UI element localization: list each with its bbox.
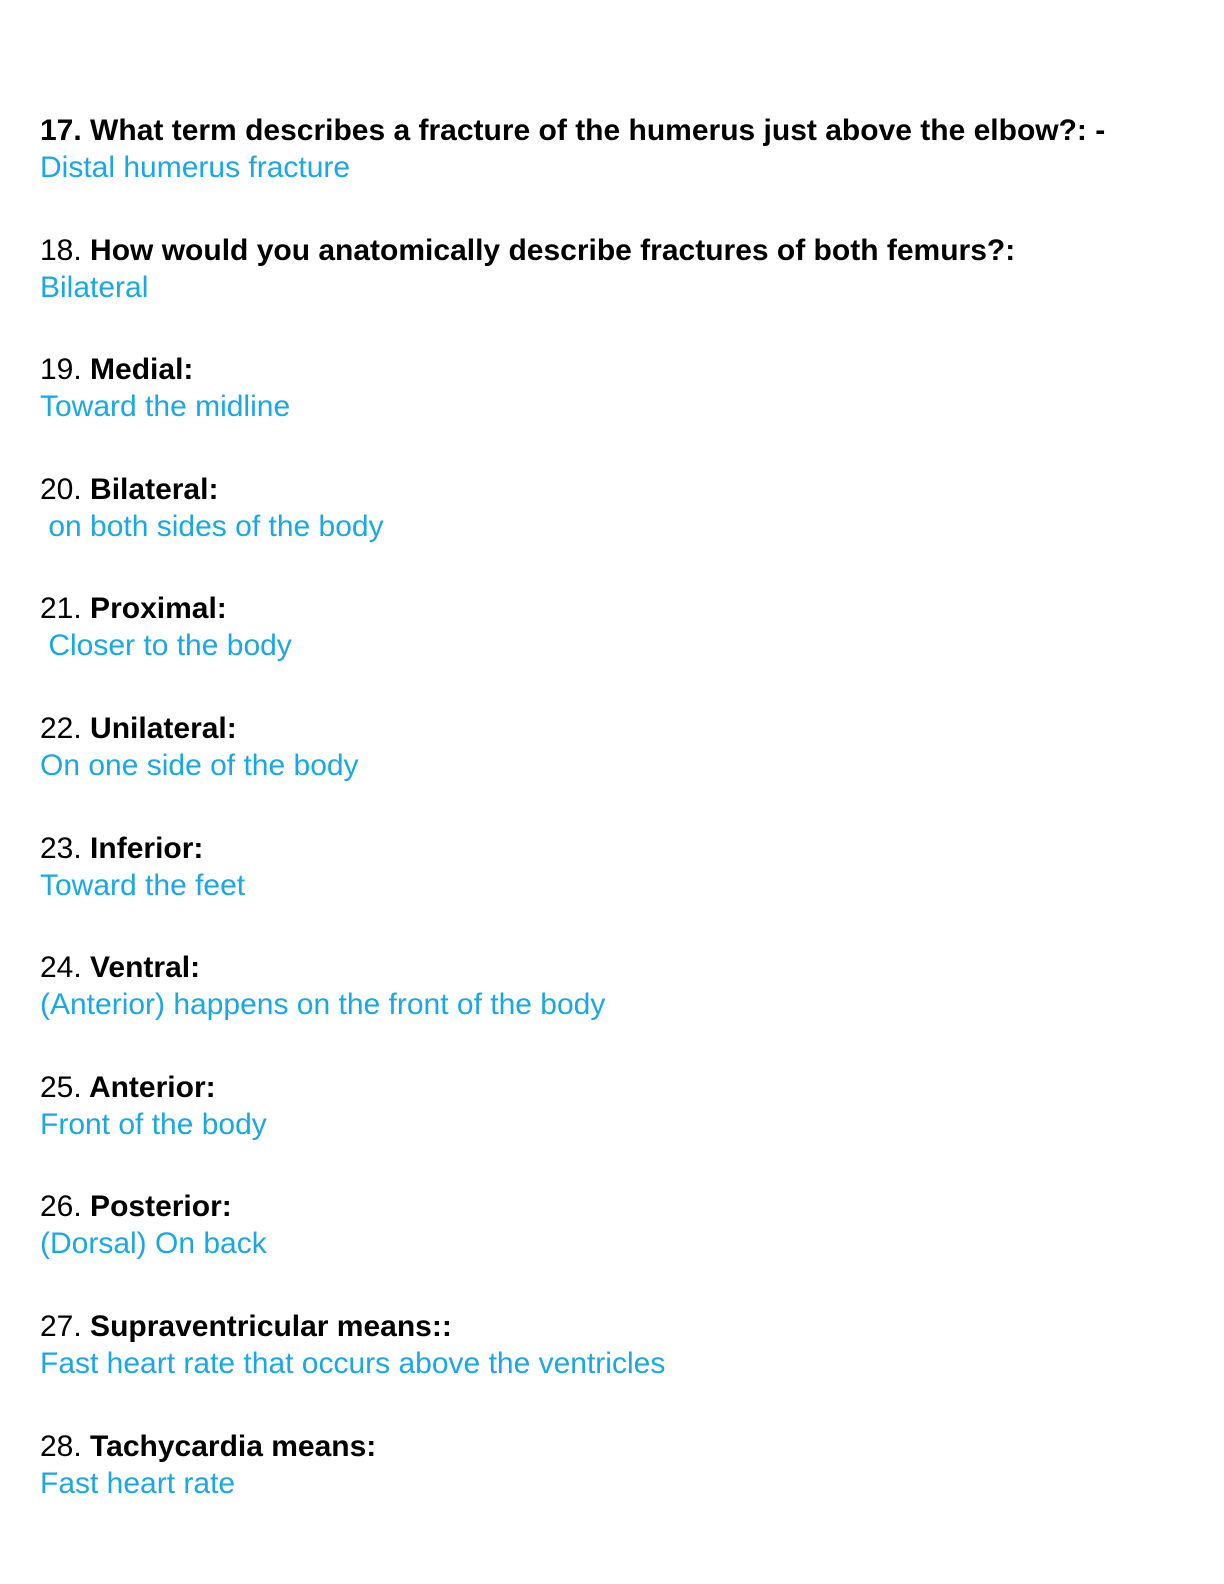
- definition-text: Bilateral: [40, 270, 149, 304]
- term-text: Tachycardia means:: [81, 1429, 377, 1463]
- term-text: Unilateral:: [81, 711, 237, 745]
- flashcard-25: [40, 1069, 1200, 1189]
- term-line: [40, 949, 1200, 986]
- term-line: [40, 1188, 1200, 1225]
- term-line: [40, 710, 1200, 747]
- term-text: How would you anatomically describe fractures of both femurs?:: [81, 233, 1016, 267]
- term-line: [40, 590, 1200, 627]
- card-number: 22.: [40, 711, 82, 745]
- card-number: 18.: [40, 233, 82, 267]
- card-number: 21.: [40, 592, 82, 626]
- card-number: 20.: [40, 472, 82, 506]
- definition-text: Toward the feet: [40, 868, 246, 902]
- term-text: Bilateral:: [81, 472, 219, 506]
- flashcard-list: [40, 112, 1200, 1547]
- definition-text: Toward the midline: [40, 390, 291, 424]
- term-text: Supraventricular means::: [81, 1309, 452, 1343]
- flashcard-26: [40, 1188, 1200, 1308]
- term-line: [40, 471, 1200, 508]
- term-text: What term describes a fracture of the humerus just above the elbow?: -: [81, 114, 1106, 147]
- flashcard-20: [40, 471, 1200, 591]
- flashcard-18: [40, 232, 1200, 352]
- term-text: Posterior:: [81, 1190, 232, 1224]
- term-line: [40, 830, 1200, 867]
- definition-text: Front of the body: [40, 1107, 267, 1141]
- term-text: Inferior:: [81, 831, 204, 865]
- flashcard-17: [40, 112, 1200, 232]
- definition-text: Fast heart rate that occurs above the ventricles: [40, 1346, 666, 1380]
- term-text: Medial:: [81, 353, 194, 387]
- card-number: 24.: [40, 951, 82, 985]
- definition-text: On one side of the body: [40, 748, 359, 782]
- term-line: [40, 1428, 1200, 1465]
- card-number: 27.: [40, 1309, 82, 1343]
- card-number: 28.: [40, 1429, 82, 1463]
- flashcard-23: [40, 830, 1200, 950]
- definition-text: Fast heart rate: [40, 1466, 236, 1500]
- card-number: 25.: [40, 1070, 82, 1104]
- flashcard-19: [40, 351, 1200, 471]
- flashcard-21: [40, 590, 1200, 710]
- term-text: Proximal:: [81, 592, 227, 626]
- flashcard-27: [40, 1308, 1200, 1428]
- card-number: 26.: [40, 1190, 82, 1224]
- card-number: 23.: [40, 831, 82, 865]
- definition-text: on both sides of the body: [40, 509, 384, 543]
- flashcard-22: [40, 710, 1200, 830]
- term-line: [40, 232, 1200, 269]
- card-number: 19.: [40, 353, 82, 387]
- definition-text: (Anterior) happens on the front of the body: [40, 988, 606, 1022]
- card-number: 17.: [40, 114, 82, 147]
- flashcard-28: [40, 1428, 1200, 1548]
- term-line: [40, 1069, 1200, 1106]
- definition-text: Distal humerus fracture: [40, 151, 351, 184]
- definition-text: (Dorsal) On back: [40, 1227, 267, 1261]
- term-line: [40, 351, 1200, 388]
- term-text: Ventral:: [81, 951, 201, 985]
- term-text: Anterior:: [81, 1070, 216, 1104]
- term-line: [40, 112, 1200, 149]
- definition-text: Closer to the body: [40, 629, 292, 663]
- term-line: [40, 1308, 1200, 1345]
- flashcard-24: [40, 949, 1200, 1069]
